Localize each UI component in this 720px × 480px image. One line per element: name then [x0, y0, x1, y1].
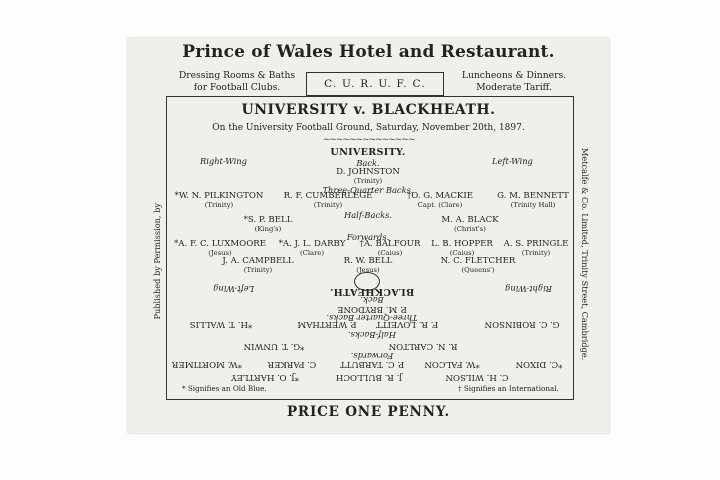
player-name: R. W. BELL	[343, 256, 393, 266]
uni-fwd-1	[168, 239, 272, 257]
player-college: (King's)	[254, 225, 282, 233]
match-title: UNIVERSITY v. BLACKHEATH.	[241, 102, 496, 118]
bh-half-label: Half-Backs.	[347, 330, 397, 340]
bh-tq-4: *H. T. WALLIS	[189, 319, 253, 329]
player-name: *S. P. BELL	[243, 215, 293, 225]
uni-back-label: Back.	[356, 158, 380, 168]
uni-half-2	[430, 215, 510, 233]
player-college: (Trinity)	[353, 177, 383, 185]
right-advert	[450, 70, 578, 94]
player-name: M. A. BLACK	[441, 215, 499, 225]
uni-fwd-5	[498, 239, 574, 257]
uni-fwd-8	[434, 256, 522, 274]
left-advert-line-1: Dressing Rooms & Baths	[178, 70, 296, 81]
player-college: (Jesus)	[356, 266, 380, 274]
bh-tq-2: F. R. LOVEITT	[375, 319, 439, 329]
bh-fwd-4: C. PARKER	[267, 359, 317, 369]
uni-tq-2	[276, 191, 380, 209]
left-advert	[172, 70, 302, 94]
divider-flourish: ~~~~~~~~~~~~~~	[322, 135, 415, 145]
uni-tq-1	[164, 191, 274, 209]
player-name: *A. F. C. LUXMOORE	[173, 239, 267, 249]
uni-fwd-3	[352, 239, 428, 257]
uni-right-wing-label: Right-Wing	[200, 156, 247, 166]
publisher-left-text: Published by Permission, by	[152, 203, 162, 320]
uni-tq-label: Three-Quarter Backs.	[322, 185, 414, 195]
player-college: (Caius)	[377, 249, 403, 257]
right-advert-line-2: Moderate Tariff.	[476, 82, 552, 93]
uni-fwd-2	[268, 239, 356, 257]
player-college: (Trinity)	[313, 201, 343, 209]
uni-fwd-6	[214, 256, 302, 274]
player-college: (Trinity)	[204, 201, 234, 209]
bh-fwd-7: J. R. BULLOCH	[335, 372, 403, 382]
blackheath-team-heading: BLACKHEATH.	[329, 286, 415, 297]
university-team-heading: UNIVERSITY.	[330, 147, 406, 158]
player-name: J. A. CAMPBELL	[222, 256, 294, 266]
player-name: G. M. BENNETT	[497, 191, 569, 201]
match-subtitle: On the University Football Ground, Saturday, November 20th, 1897.	[212, 123, 525, 133]
bh-half-2: *G. T. UNWIN	[243, 341, 305, 351]
bh-tq-1: G. C. ROBINSON	[484, 319, 560, 329]
uni-tq-4	[490, 191, 576, 209]
bh-back-label: Back.	[360, 295, 384, 305]
bh-fwd-label: Forwards.	[350, 351, 394, 361]
player-college: (Christ's)	[454, 225, 486, 233]
player-college: (Caius)	[449, 249, 475, 257]
player-name: N. C. FLETCHER	[440, 256, 516, 266]
uni-back	[308, 167, 428, 185]
price-line: PRICE ONE PENNY.	[286, 404, 451, 420]
uni-fwd-4	[424, 239, 500, 257]
publisher-right-text: Metcalfe & Co. Limited, Trinity Street, Cambridge.	[580, 148, 590, 361]
programme-card	[128, 38, 609, 433]
uni-half-1	[228, 215, 308, 233]
bh-tq-label: Three-Quarter Backs.	[326, 313, 418, 323]
player-name: *W. N. PILKINGTON	[174, 191, 264, 201]
bh-half-1: R. N. CARLTON	[388, 341, 458, 351]
blackheath-team-upside-down	[166, 278, 572, 400]
player-college: (Trinity)	[521, 249, 551, 257]
player-college: (Trinity Hall)	[510, 201, 556, 209]
player-college: (Jesus)	[208, 249, 232, 257]
bh-fwd-5: *W. MORTIMER	[172, 359, 242, 369]
club-box: C. U. R. U. F. C.	[306, 72, 444, 96]
uni-half-label: Half-Backs.	[343, 210, 393, 220]
bh-fwd-1: *C. DIXON	[515, 359, 563, 369]
hotel-title: Prince of Wales Hotel and Restaurant.	[182, 42, 555, 62]
bh-fwd-3: P. C. TARBUTT	[339, 359, 405, 369]
player-name: †O. G. MACKIE	[407, 191, 473, 201]
player-name: A. S. PRINGLE	[503, 239, 569, 249]
player-name: L. B. HOPPER	[431, 239, 493, 249]
uni-left-wing-label: Left-Wing	[492, 156, 533, 166]
player-college: (Queens')	[461, 266, 495, 274]
uni-tq-3	[390, 191, 490, 209]
footnote-old-blue: * Signifies an Old Blue.	[182, 384, 267, 393]
player-college: Capt. (Clare)	[417, 201, 463, 209]
bh-right-wing-label: Right-Wing	[505, 284, 552, 294]
bh-left-wing-label: Left-Wing	[213, 284, 254, 294]
player-name: †A. BALFOUR	[359, 239, 421, 249]
player-college: (Clare)	[299, 249, 324, 257]
player-college: (Trinity)	[243, 266, 273, 274]
uni-fwd-label: Forwards.	[346, 232, 390, 242]
bh-tq-3: P. WERTHAM	[297, 319, 357, 329]
player-name: R. F. CUMBERLEGE	[283, 191, 373, 201]
left-advert-line-2: for Football Clubs.	[193, 82, 281, 93]
player-name: D. JOHNSTON	[336, 167, 400, 177]
right-advert-line-1: Luncheons & Dinners.	[461, 70, 567, 81]
bh-fwd-6: C. H. WILSON	[445, 372, 509, 382]
bh-fwd-8: *J. O. HARTLEY	[231, 372, 299, 382]
footnote-international: † Signifies an International.	[458, 384, 559, 393]
player-name: *A. J. L. DARBY	[278, 239, 346, 249]
bh-back: P. M. BRYDONE	[337, 304, 407, 314]
bh-fwd-2: *W. FALCON	[424, 359, 480, 369]
